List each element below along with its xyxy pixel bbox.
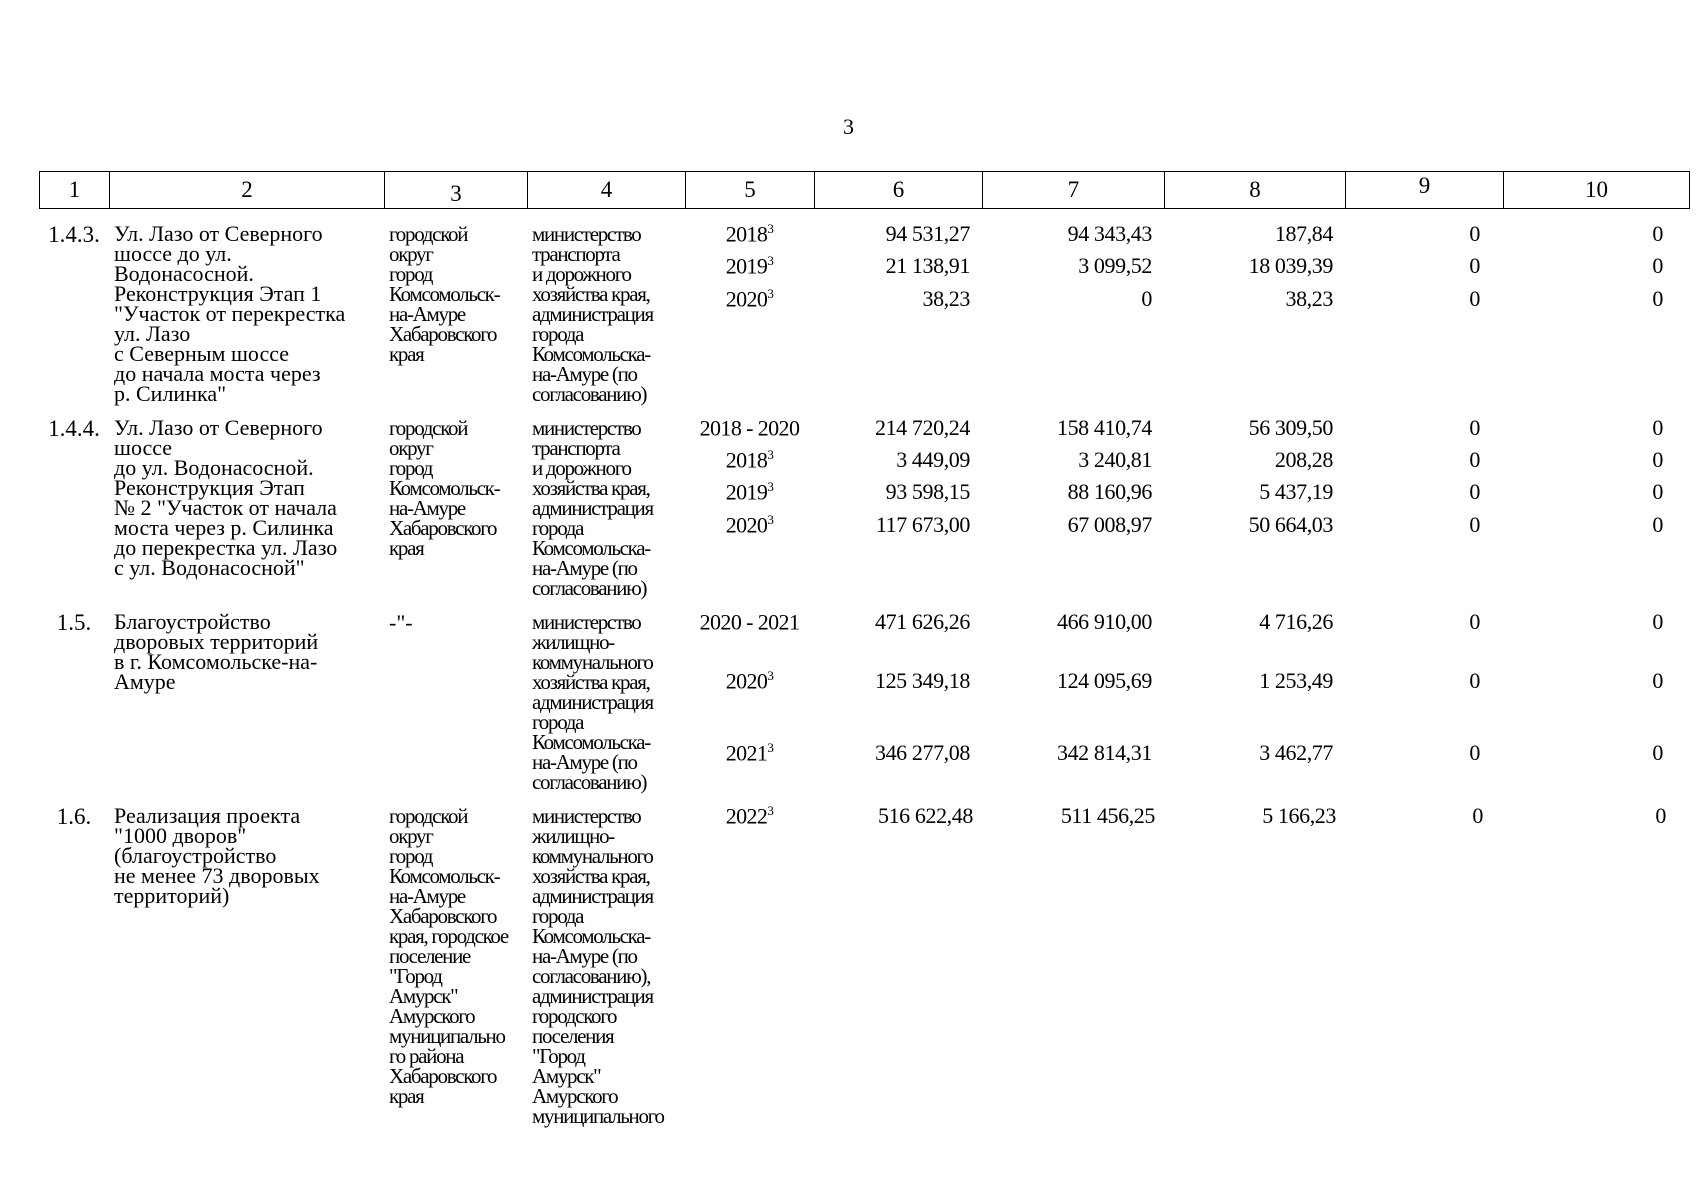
header-label: 6 [892, 177, 905, 202]
year [685, 415, 814, 441]
federal-value: 3 099,52 [1078, 253, 1152, 278]
event-name: Ул. Лазо от Северного шоссе до ул. Водонасосной. Реконструкция Этап № 2 "Участок от начала моста через р. Силинка до перекрестка ул. Лазо с ул. Водонасосной" [114, 415, 338, 580]
year [685, 286, 814, 312]
local-value: 0 [1469, 479, 1480, 504]
header-label: 8 [1249, 177, 1261, 202]
other-value: 0 [1652, 740, 1663, 765]
territory: городской округ город Комсомольск- на-Амуре Хабаровского края [389, 416, 500, 560]
header-label: 10 [1585, 177, 1608, 202]
local-value: 0 [1469, 609, 1480, 634]
federal-value: 342 814,31 [1056, 740, 1152, 765]
year [685, 512, 814, 538]
row-number: 1.4.4. [48, 416, 100, 441]
federal-value: 124 095,69 [1056, 668, 1152, 693]
other-value: 0 [1652, 253, 1663, 278]
regional-value: 38,23 [1285, 286, 1333, 311]
year-value: 2020 [725, 286, 768, 312]
event-name: Благоустройство дворовых территорий в г. Комсомольске-на- Амуре [114, 609, 319, 694]
other-value: 0 [1652, 415, 1663, 440]
local-value: 0 [1469, 740, 1480, 765]
regional-value: 3 462,77 [1259, 740, 1333, 765]
federal-value: 511 456,25 [1060, 803, 1155, 828]
total-value: 471 626,26 [874, 609, 970, 634]
regional-value: 4 716,26 [1259, 609, 1333, 634]
total-value: 346 277,08 [874, 740, 970, 765]
executor: министерство транспорта и дорожного хозяйства края, администрация города Комсомольска- на-Амуре (по согласованию) [532, 222, 653, 406]
other-value: 0 [1652, 447, 1663, 472]
event-name: Реализация проекта "1000 дворов" (благоустройство не менее 73 дворовых территорий) [114, 803, 320, 908]
total-value: 516 622,48 [877, 803, 973, 828]
header-col-7 [982, 171, 1164, 209]
year-value: 2020 - 2021 [699, 609, 800, 635]
event-name: Ул. Лазо от Северного шоссе до ул. Водонасосной. Реконструкция Этап 1 "Участок от перекрестка ул. Лазо с Северным шоссе до начала моста через р. Силинка" [114, 221, 346, 406]
total-value: 94 531,27 [885, 221, 970, 246]
header-label: 3 [450, 181, 462, 206]
year [685, 803, 814, 829]
year-value: 2018 - 2020 [699, 415, 800, 441]
executor: министерство жилищно- коммунального хозяйства края, администрация города Комсомольска- на-Амуре (по согласованию) [532, 610, 653, 794]
total-value: 3 449,09 [896, 447, 970, 472]
local-value: 0 [1469, 221, 1480, 246]
footnote-mark: 3 [767, 479, 774, 494]
row-number: 1.5. [56, 610, 92, 635]
year [685, 221, 814, 247]
local-value: 0 [1469, 512, 1480, 537]
footnote-mark: 3 [767, 447, 774, 462]
federal-value: 67 008,97 [1067, 512, 1152, 537]
header-col-2 [109, 171, 384, 209]
territory: -"- [389, 610, 413, 635]
header-col-9 [1345, 171, 1503, 209]
local-value: 0 [1469, 253, 1480, 278]
year-value: 2019 [725, 253, 768, 279]
year-value: 2018 [725, 447, 768, 473]
other-value: 0 [1652, 668, 1663, 693]
federal-value: 3 240,81 [1078, 447, 1152, 472]
row-number: 1.4.3. [48, 222, 100, 247]
regional-value: 1 253,49 [1259, 668, 1333, 693]
regional-value: 208,28 [1274, 447, 1333, 472]
header-label: 9 [1418, 173, 1431, 198]
regional-value: 50 664,03 [1248, 512, 1333, 537]
year [685, 668, 814, 694]
header-col-3 [384, 171, 527, 209]
executor: министерство транспорта и дорожного хозяйства края, администрация города Комсомольска- на-Амуре (по согласованию) [532, 416, 653, 600]
footnote-mark: 3 [767, 221, 774, 236]
footnote-mark: 3 [767, 286, 774, 301]
local-value: 0 [1469, 447, 1480, 472]
year-value: 2018 [725, 221, 768, 247]
federal-value: 158 410,74 [1056, 415, 1152, 440]
year-value: 2022 [725, 803, 768, 829]
other-value: 0 [1655, 803, 1666, 828]
regional-value: 187,84 [1274, 221, 1333, 246]
territory: городской округ город Комсомольск- на-Амуре Хабаровского края, городское поселение "Город Амурск" Амурского муниципально го района Хабаровского края [389, 804, 508, 1108]
year [685, 740, 814, 766]
header-col-6 [814, 171, 982, 209]
regional-value: 18 039,39 [1248, 253, 1333, 278]
page-number: 3 [843, 114, 854, 139]
footnote-mark: 3 [767, 253, 774, 268]
federal-value: 94 343,43 [1067, 221, 1152, 246]
local-value: 0 [1469, 668, 1480, 693]
regional-value: 56 309,50 [1248, 415, 1333, 440]
total-value: 38,23 [922, 286, 970, 311]
footnote-mark: 3 [767, 668, 774, 683]
total-value: 125 349,18 [874, 668, 970, 693]
footnote-mark: 3 [767, 803, 774, 818]
header-col-1 [39, 171, 109, 209]
territory: городской округ город Комсомольск- на-Амуре Хабаровского края [389, 222, 500, 366]
total-value: 21 138,91 [885, 253, 970, 278]
federal-value: 466 910,00 [1056, 609, 1152, 634]
total-value: 214 720,24 [874, 415, 970, 440]
year-value: 2020 [725, 512, 768, 538]
other-value: 0 [1652, 221, 1663, 246]
local-value: 0 [1469, 286, 1480, 311]
header-col-8 [1164, 171, 1345, 209]
other-value: 0 [1652, 609, 1663, 634]
regional-value: 5 166,23 [1262, 803, 1336, 828]
year-value: 2020 [725, 668, 768, 694]
year [685, 447, 814, 473]
executor: министерство жилищно- коммунального хозяйства края, администрация города Комсомольска- на-Амуре (по согласованию), администрация городского поселения "Город Амурск" Амурского муниципального [532, 804, 664, 1128]
header-col-4 [527, 171, 685, 209]
header-col-5 [685, 171, 814, 209]
year [685, 609, 814, 635]
year [685, 253, 814, 279]
header-label: 2 [241, 177, 253, 202]
year-value: 2021 [725, 740, 768, 766]
header-label: 7 [1067, 177, 1080, 202]
header-col-10 [1503, 171, 1690, 209]
year-value: 2019 [725, 479, 768, 505]
other-value: 0 [1652, 286, 1663, 311]
federal-value: 0 [1141, 286, 1152, 311]
footnote-mark: 3 [767, 512, 774, 527]
year [685, 479, 814, 505]
header-label: 5 [744, 177, 756, 202]
regional-value: 5 437,19 [1259, 479, 1333, 504]
federal-value: 88 160,96 [1067, 479, 1152, 504]
header-label: 4 [600, 177, 613, 202]
total-value: 93 598,15 [885, 479, 970, 504]
other-value: 0 [1652, 479, 1663, 504]
other-value: 0 [1652, 512, 1663, 537]
total-value: 117 673,00 [875, 512, 970, 537]
footnote-mark: 3 [767, 740, 774, 755]
local-value: 0 [1469, 415, 1480, 440]
local-value: 0 [1472, 803, 1483, 828]
header-label: 1 [68, 177, 81, 202]
row-number: 1.6. [56, 804, 92, 829]
